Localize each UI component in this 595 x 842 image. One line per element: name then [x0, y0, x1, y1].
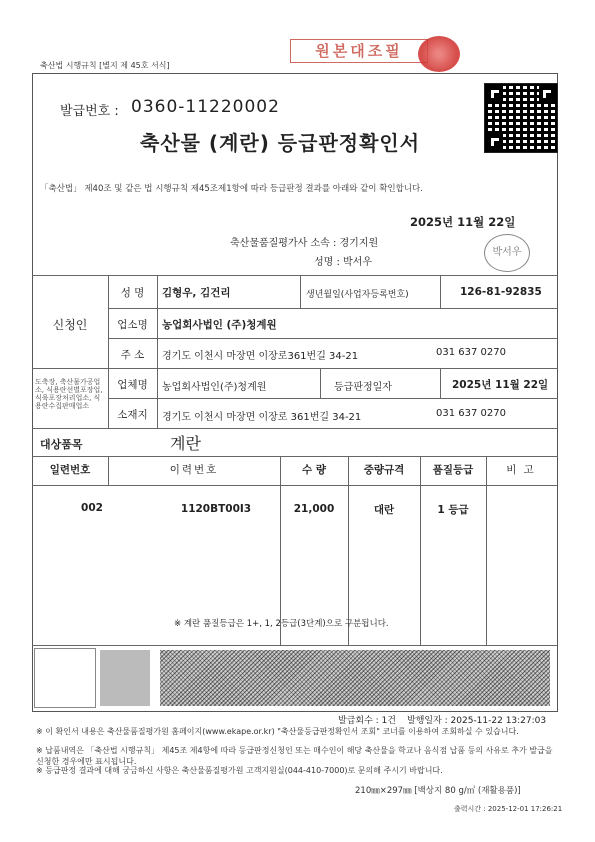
issue-datetime: 발행일자 : 2025-11-22 13:27:03 — [407, 716, 547, 726]
facility-company-label: 업체명 — [117, 379, 148, 391]
table-cell-serial: 002 — [81, 502, 103, 514]
grader-seal: 박서우 — [484, 234, 530, 272]
certification-date: 2025년 11월 22일 — [410, 215, 516, 229]
col-serial: 일련번호 — [49, 464, 91, 476]
product-label: 대상품목 — [40, 438, 83, 451]
applicant-phone: 031 637 0270 — [436, 347, 506, 358]
table-cell-quantity: 21,000 — [293, 503, 335, 515]
grade-note: ※ 계란 품질등급은 1+, 1, 2등급(3단계)으로 구분됩니다. — [174, 619, 389, 629]
document-title: 축산물 (계란) 등급판정확인서 — [140, 131, 421, 155]
issue-number-label: 발급번호 : — [60, 104, 119, 119]
obscured-delivery-section — [160, 650, 550, 706]
facility-phone: 031 637 0270 — [436, 408, 506, 419]
original-verified-stamp: 원본대조필 — [290, 39, 428, 63]
footnote-3: ※ 등급판정 결과에 대해 궁금하신 사항은 축산물품질평가원 고객지원실(044-410-7000)로 문의해 주시기 바랍니다. — [36, 766, 443, 775]
print-time: 출력시간 : 2025-12-01 17:26:21 — [454, 805, 563, 813]
product-value: 계란 — [170, 434, 201, 453]
applicant-name: 김형우, 김건리 — [162, 287, 231, 299]
obscured-stamp-image — [100, 650, 150, 706]
table-cell-trace: 1120BT00I3 — [180, 503, 252, 515]
form-reference: 축산법 시행규칙 [별지 제 45호 서식] — [40, 61, 170, 70]
business-number: 126-81-92835 — [460, 286, 542, 298]
table-cell-grade: 1 등급 — [437, 504, 469, 516]
name-label: 성 명 — [120, 287, 145, 299]
col-trace: 이력번호 — [169, 464, 219, 476]
grading-date-label: 등급판정일자 — [334, 382, 392, 393]
footnote-1: ※ 이 확인서 내용은 축산물품질평가원 홈페이지(www.ekape.or.kr) "축산물등급판정확인서 조회" 코너를 이용하여 조회하실 수 있습니다. — [36, 727, 519, 736]
intro-text: 「축산법」 제40조 및 같은 법 시행규칙 제45조제1항에 따라 등급판정 결과를 아래와 같이 확인합니다. — [40, 184, 423, 194]
col-remarks: 비 고 — [506, 464, 536, 476]
table-cell-weight: 대란 — [373, 504, 395, 516]
company-name: 농업회사법인 (주)청계원 — [162, 319, 277, 331]
birth-label: 생년월일(사업자등록번호) — [306, 290, 409, 300]
issue-count: 발급회수 : 1건 — [338, 716, 396, 726]
col-weight: 중량규격 — [363, 464, 405, 476]
grading-date: 2025년 11월 22일 — [452, 379, 549, 391]
location-label: 소재지 — [117, 409, 148, 421]
grader-name: 성명 : 박서우 — [314, 257, 373, 268]
blank-box — [34, 648, 96, 708]
applicant-section-label: 신청인 — [52, 318, 88, 332]
company-label: 업소명 — [117, 319, 148, 331]
col-grade: 품질등급 — [432, 464, 474, 476]
facility-company-name: 농업회사법인(주)청계원 — [162, 382, 267, 393]
facility-location: 경기도 이천시 마장면 이장로 361번길 34-21 — [162, 412, 362, 423]
issue-number: 0360-11220002 — [131, 97, 280, 117]
grader-organization: 축산물품질평가사 소속 : 경기지원 — [230, 238, 379, 249]
footnote-2: ※ 납품내역은 「축산법 시행규칙」 제45조 제4항에 따라 등급판정신청인 또는 매수인이 해당 축산물을 학교나 음식점 납품 등의 사유로 추가 발급을 신청한 경우에만 표시됩니다. — [36, 746, 553, 766]
facility-section-label: 도축장, 축산물가공업소, 식용란선별포장업, 식육포장처리업소, 식용란수집판매업소 — [35, 378, 103, 410]
qr-code-icon[interactable] — [484, 83, 558, 153]
paper-spec: 210㎜×297㎜ [백상지 80 g/㎡ (재활용품)] — [355, 786, 521, 796]
col-quantity: 수 량 — [302, 464, 326, 476]
applicant-address: 경기도 이천시 마장면 이장로361번길 34-21 — [162, 351, 359, 362]
address-label: 주 소 — [120, 349, 145, 361]
red-seal-icon — [418, 36, 460, 72]
